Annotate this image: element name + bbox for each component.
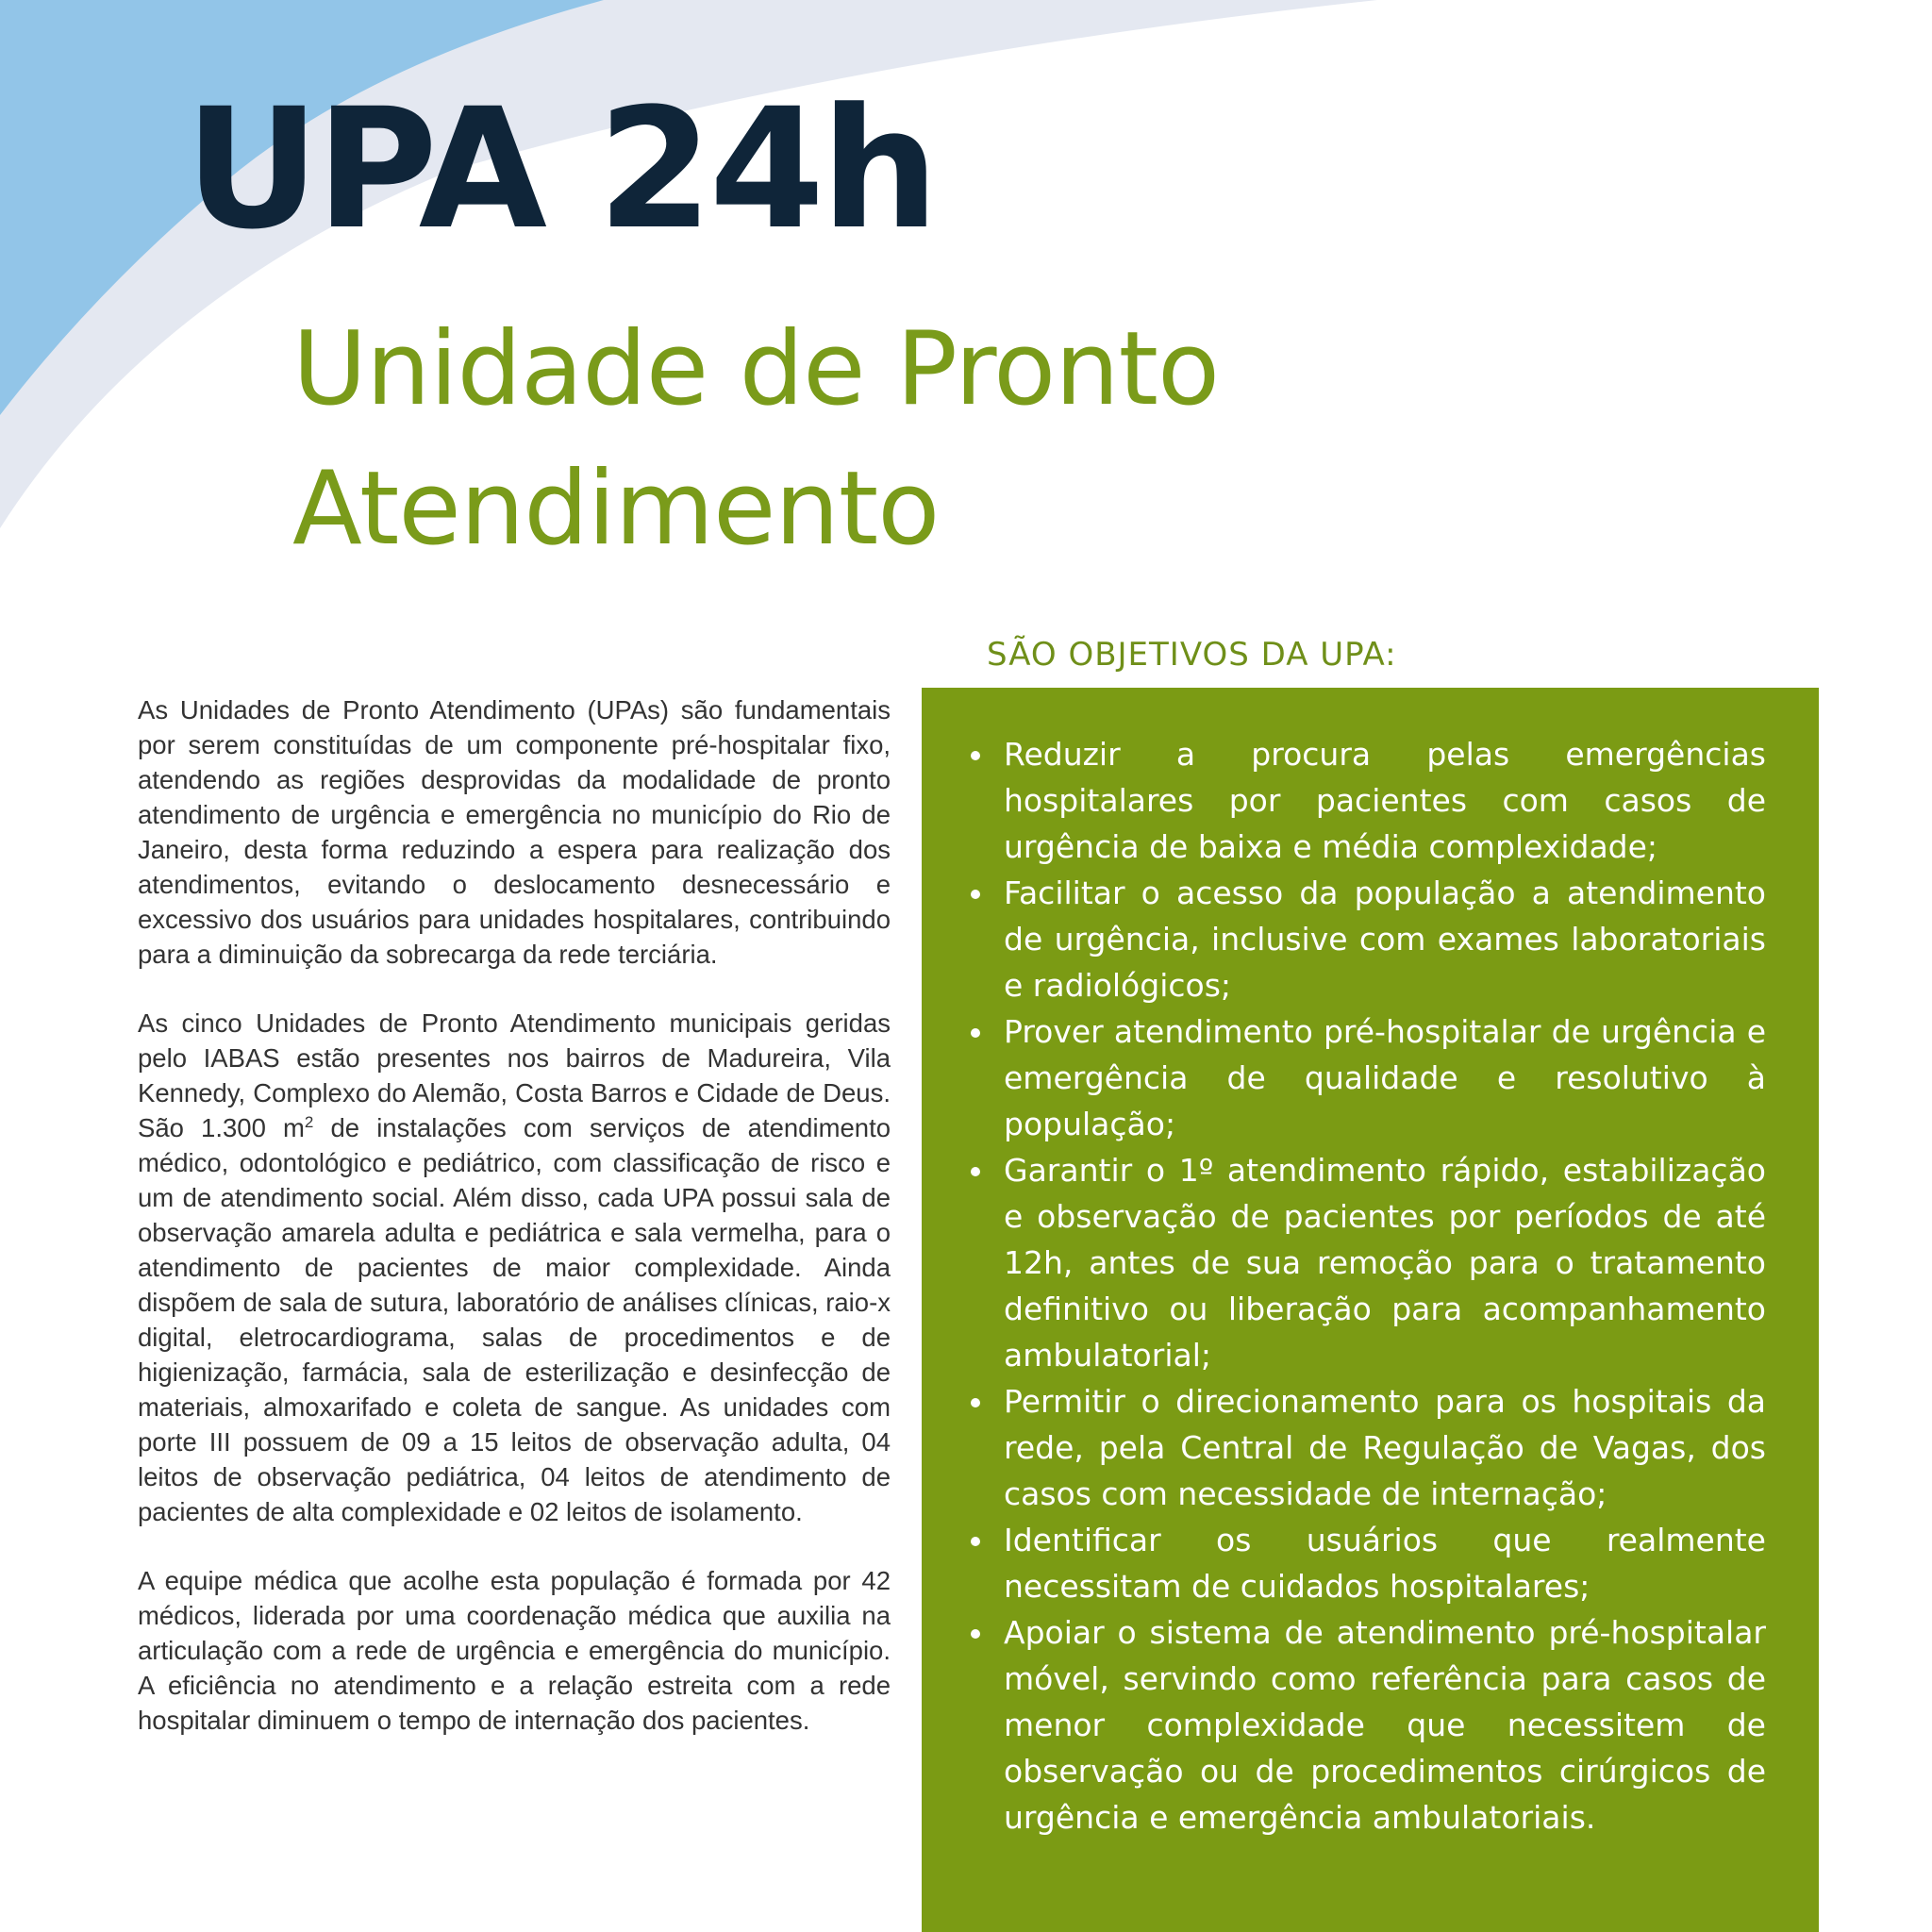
list-item <box>971 1517 1766 1609</box>
objective-text: Facilitar o acesso da população a atendimento de urgência, inclusive com exames laboratoriais e radiológicos; <box>1004 874 1766 1004</box>
objective-text: Apoiar o sistema de atendimento pré-hospitalar móvel, servindo como referência para casos de menor complexidade que necessitem de observação ou de procedimentos cirúrgicos de urgência e emergência ambulatoriais. <box>1004 1614 1766 1836</box>
intro-paragraph-1: As Unidades de Pronto Atendimento (UPAs) são fundamentais por serem constituídas de um componente pré-hospitalar fixo, atendendo as regiões desprovidas da modalidade de pronto atendimento de urgência e emergência no município do Rio de Janeiro, desta forma reduzindo a espera para realização dos atendimentos, evitando o deslocamento desnecessário e excessivo dos usuários para unidades hospitalares, contribuindo para a diminuição da sobrecarga da rede terciária. <box>138 695 891 969</box>
objective-text: Prover atendimento pré-hospitalar de urgência e emergência de qualidade e resolutivo à população; <box>1004 1013 1766 1142</box>
objective-text: Reduzir a procura pelas emergências hospitalares por pacientes com casos de urgência de baixa e média complexidade; <box>1004 736 1766 865</box>
list-item <box>971 1008 1766 1147</box>
objectives-list <box>971 731 1766 1840</box>
bullet-icon <box>971 1629 980 1639</box>
bullet-icon <box>971 1537 980 1546</box>
intro-paragraph-3: A equipe médica que acolhe esta população é formada por 42 médicos, liderada por uma coordenação médica que auxilia na articulação com a rede de urgência e emergência do município. A eficiência no atendimento e a relação estreita com a rede hospitalar diminuem o tempo de internação dos pacientes. <box>138 1566 891 1735</box>
page-subtitle: Unidade de Pronto Atendimento <box>292 310 1220 568</box>
objectives-box <box>922 688 1819 1932</box>
bullet-icon <box>971 890 980 899</box>
superscript-2: 2 <box>304 1112 314 1131</box>
objective-text: Permitir o direcionamento para os hospitais da rede, pela Central de Regulação de Vagas, dos casos com necessidade de internação; <box>1004 1383 1766 1512</box>
objective-text: Garantir o 1º atendimento rápido, estabilização e observação de pacientes por períodos de até 12h, antes de sua remoção para o tratamento definitivo ou liberação para acompanhamento ambulatorial; <box>1004 1152 1766 1374</box>
list-item <box>971 870 1766 1008</box>
intro-paragraph-2-start: As cinco Unidades de Pronto Atendimento municipais geridas pelo IABAS estão presentes nos bairros de Madureira, Vila Kennedy, Complexo do Alemão, Costa Barros e Cidade de Deus. São 1.300 m <box>138 1008 891 1142</box>
objectives-heading: SÃO OBJETIVOS DA UPA: <box>987 636 1397 674</box>
intro-paragraph-2-end: de instalações com serviços de atendimento médico, odontológico e pediátrico, com classificação de risco e um de atendimento social. Além disso, cada UPA possui sala de observação amarela adulta e pediátrica e sala vermelha, para o atendimento de pacientes de maior complexidade. Ainda dispõem de sala de sutura, laboratório de análises clínicas, raio-x digital, eletrocardiograma, salas de procedimentos e de higienização, farmácia, sala de esterilização e desinfecção de materiais, almoxarifado e coleta de sangue. As unidades com porte III possuem de 09 a 15 leitos de observação adulta, 04 leitos de observação pediátrica, 04 leitos de atendimento de pacientes de alta complexidade e 02 leitos de isolamento. <box>138 1113 891 1526</box>
list-item <box>971 1378 1766 1517</box>
objective-text: Identificar os usuários que realmente necessitam de cuidados hospitalares; <box>1004 1522 1766 1605</box>
intro-paragraph-2 <box>138 1006 891 1529</box>
bullet-icon <box>971 1398 980 1407</box>
bullet-icon <box>971 1028 980 1038</box>
bullet-icon <box>971 1167 980 1176</box>
list-item <box>971 1609 1766 1840</box>
list-item <box>971 1147 1766 1378</box>
list-item <box>971 731 1766 870</box>
page-title: UPA 24h <box>185 73 936 266</box>
intro-text-column <box>138 692 891 1772</box>
bullet-icon <box>971 751 980 760</box>
